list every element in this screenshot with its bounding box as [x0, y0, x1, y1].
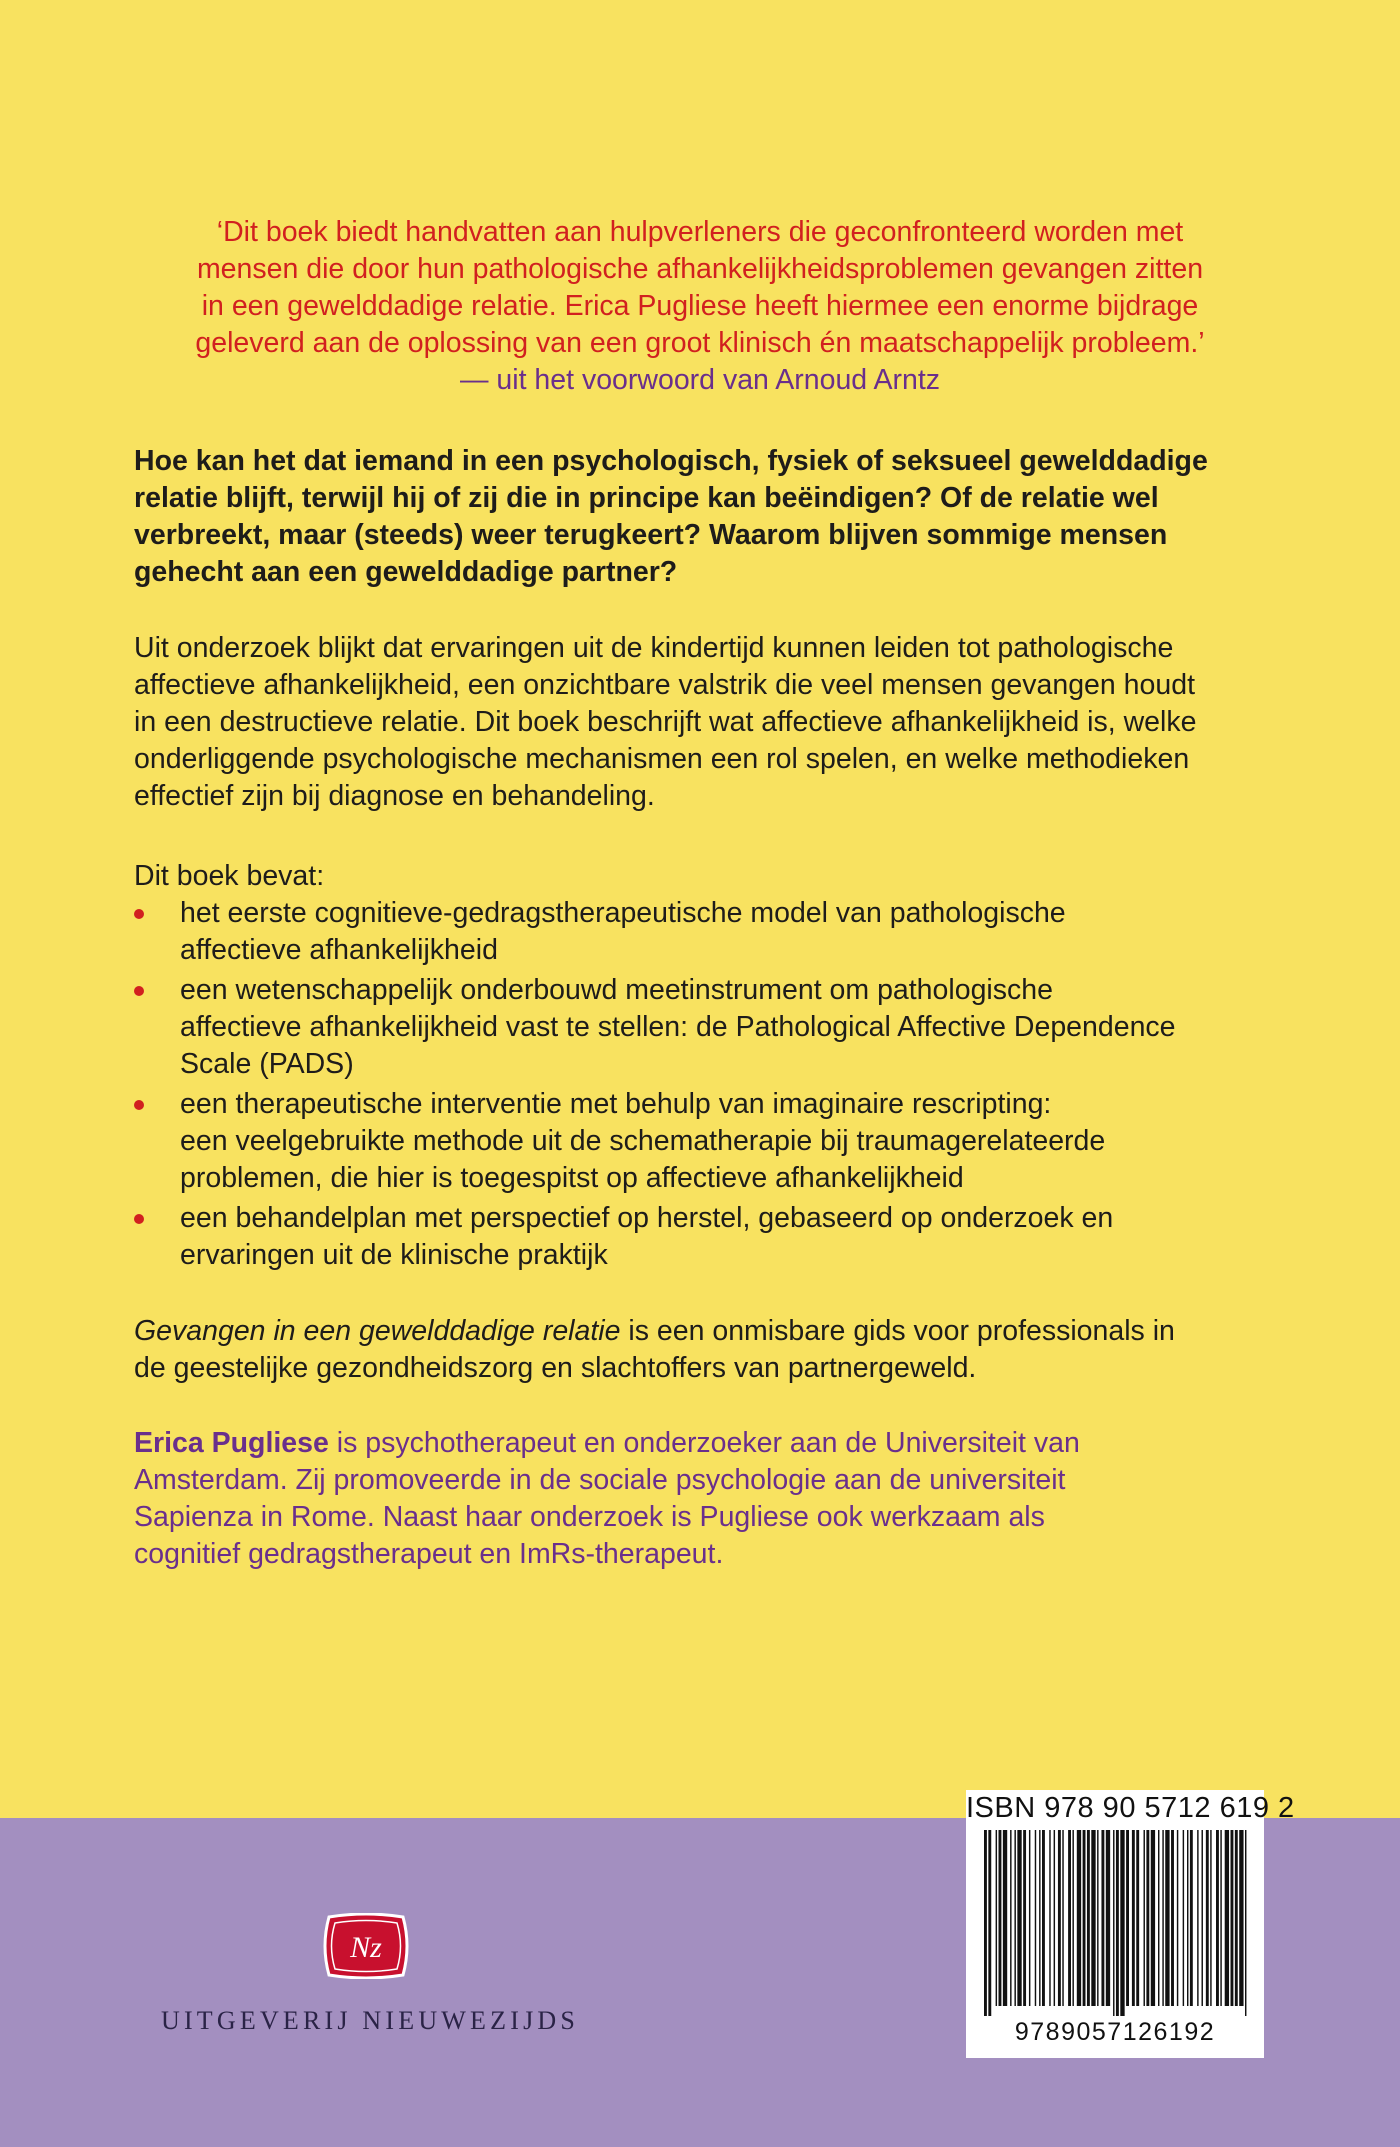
barcode-bar	[1144, 1830, 1145, 2006]
barcode-bar	[1087, 1830, 1090, 2006]
list-item	[134, 1200, 1294, 1274]
quote-line: geleverd aan de oplossing van een groot klinisch én maatschappelijk probleem.’	[195, 327, 1205, 359]
list-item	[134, 1086, 1294, 1197]
list-item-line: affectieve afhankelijkheid	[180, 934, 498, 966]
book-title: Gevangen in een gewelddadige relatie	[134, 1315, 621, 1347]
lead-line: relatie blijft, terwijl hij of zij die in principe kan beëindigen? Of de relatie wel	[134, 482, 1159, 514]
barcode-bar	[1077, 1830, 1081, 2006]
list-item-line: ervaringen uit de klinische praktijk	[180, 1239, 608, 1271]
bio-text: is psychotherapeut en onderzoeker aan de Universiteit van	[328, 1427, 1080, 1459]
barcode-bar	[1171, 1830, 1174, 2006]
closing-text: is een onmisbare gids voor professionals in	[620, 1315, 1175, 1347]
contents-list	[134, 895, 1294, 1277]
barcode-bar	[1158, 1830, 1159, 2006]
bullet-dot-icon	[134, 1100, 144, 1110]
body-line: effectief zijn bij diagnose en behandeling.	[134, 780, 655, 812]
list-item	[134, 972, 1294, 1083]
barcode-bar	[1162, 1830, 1163, 2006]
barcode-bar	[1091, 1830, 1095, 2006]
barcode-bar	[1068, 1830, 1071, 2006]
barcode-bar	[1183, 1830, 1184, 2006]
list-item-line: het eerste cognitieve-gedragstherapeutische model van pathologische	[180, 897, 1066, 929]
bio-line: cognitief gedragstherapeut en ImRs-therapeut.	[134, 1538, 724, 1570]
barcode-bar	[996, 1830, 997, 2006]
isbn-barcode-panel	[966, 1790, 1295, 2058]
closing-paragraph	[134, 1313, 1294, 1387]
barcode-bar	[1220, 1830, 1221, 2006]
publisher-logo-icon	[319, 1913, 413, 1979]
quote-line: in een gewelddadige relatie. Erica Pugliese heeft hiermee een enorme bijdrage	[201, 290, 1199, 322]
quote-attribution: — uit het voorwoord van Arnoud Arntz	[459, 364, 941, 396]
barcode-bar	[1225, 1830, 1229, 2006]
barcode-bar	[1116, 1830, 1119, 2016]
bio-line: Amsterdam. Zij promoveerde in de sociale psychologie aan de universiteit	[134, 1464, 1066, 1496]
closing-line: de geestelijke gezondheidszorg en slachtoffers van partnergeweld.	[134, 1352, 977, 1384]
isbn-digits: 9789057126192	[1014, 2018, 1216, 2046]
endorsement-quote	[120, 214, 1280, 399]
list-item-line: een veelgebruikte methode uit de schematherapie bij traumagerelateerde	[180, 1125, 1106, 1157]
barcode-bar	[1202, 1830, 1203, 2006]
body-line: affectieve afhankelijkheid, een onzichtbare valstrik die veel mensen gevangen houdt	[134, 669, 1195, 701]
author-bio	[134, 1425, 1294, 1573]
barcode-bar	[1197, 1830, 1198, 2006]
lead-line: verbreekt, maar (steeds) weer terugkeert? Waarom blijven sommige mensen	[134, 519, 1168, 551]
quote-line: mensen die door hun pathologische afhankelijkheidsproblemen gevangen zitten	[196, 253, 1204, 285]
quote-line: ‘Dit boek biedt handvatten aan hulpverleners die geconfronteerd worden met	[216, 216, 1184, 248]
barcode-bar	[1136, 1830, 1139, 2006]
barcode-bar	[1003, 1830, 1007, 2006]
barcode-bar	[1058, 1830, 1061, 2006]
list-item-line: Scale (PADS)	[180, 1048, 354, 1080]
isbn-label: ISBN 978 90 5712 619 2	[966, 1792, 1295, 1824]
barcode-bar	[1101, 1830, 1104, 2006]
list-item-line: problemen, die hier is toegespitst op affectieve afhankelijkheid	[180, 1162, 964, 1194]
barcode-bar	[1151, 1830, 1155, 2006]
barcode-bar	[1054, 1830, 1055, 2006]
barcode-bar	[1106, 1830, 1110, 2006]
lead-line: gehecht aan een gewelddadige partner?	[134, 556, 678, 588]
barcode-bar	[1235, 1830, 1238, 2006]
barcode-bar	[1017, 1830, 1021, 2006]
body-line: onderliggende psychologische mechanismen een rol spelen, en welke methodieken	[134, 743, 1190, 775]
barcode-bar	[1190, 1830, 1193, 2006]
body-line: in een destructieve relatie. Dit boek beschrijft wat affectieve afhankelijkheid is, welke	[134, 706, 1197, 738]
lead-paragraph	[134, 443, 1294, 591]
barcode-bar	[1042, 1830, 1045, 2006]
bullet-dot-icon	[134, 909, 144, 919]
barcode-bar	[1049, 1830, 1050, 2006]
barcode-bar	[1097, 1830, 1098, 2006]
logo-letters: Nz	[350, 1931, 382, 1964]
list-item-line: een behandelplan met perspectief op herstel, gebaseerd op onderzoek en	[180, 1202, 1114, 1234]
list-item-line: een therapeutische interventie met behulp van imaginaire rescripting:	[180, 1088, 1052, 1120]
barcode-bar	[1187, 1830, 1188, 2006]
barcode-bar	[1014, 1830, 1015, 2006]
barcode-bar	[1146, 1830, 1149, 2006]
bio-line: Sapienza in Rome. Naast haar onderzoek is Pugliese ook werkzaam als	[134, 1501, 1045, 1533]
barcode-bar	[1023, 1830, 1026, 2006]
bullet-dot-icon	[134, 1214, 144, 1224]
barcode-bar	[1239, 1830, 1243, 2006]
barcode-bar	[1120, 1830, 1124, 2016]
barcode-bar	[1206, 1830, 1209, 2006]
contents-intro: Dit boek bevat:	[134, 860, 325, 892]
barcode-icon	[982, 1830, 1250, 2016]
barcode-bar	[1062, 1830, 1063, 2006]
body-paragraph	[134, 630, 1294, 815]
bullet-dot-icon	[134, 986, 144, 996]
barcode-bar	[1177, 1830, 1178, 2006]
barcode-bar	[984, 1830, 987, 2016]
list-item-line: een wetenschappelijk onderbouwd meetinstrument om pathologische	[180, 974, 1053, 1006]
barcode-bar	[999, 1830, 1002, 2006]
barcode-bar	[1039, 1830, 1040, 2006]
barcode-bar	[1165, 1830, 1169, 2006]
barcode-bar	[1010, 1830, 1011, 2006]
lead-line: Hoe kan het dat iemand in een psychologisch, fysiek of seksueel gewelddadige	[134, 445, 1208, 477]
barcode-bar	[1216, 1830, 1219, 2006]
barcode-bar	[1210, 1830, 1211, 2006]
barcode-bar	[1072, 1830, 1073, 2006]
barcode-bar	[1245, 1830, 1246, 2016]
author-name: Erica Pugliese	[134, 1427, 329, 1459]
barcode-bar	[1029, 1830, 1030, 2006]
barcode-bar	[988, 1830, 991, 2016]
barcode-bar	[1113, 1830, 1114, 2016]
barcode-bar	[1083, 1830, 1086, 2006]
list-item	[134, 895, 1294, 969]
body-line: Uit onderzoek blijkt dat ervaringen uit de kindertijd kunnen leiden tot pathologische	[134, 632, 1174, 664]
bio-line	[134, 1425, 1294, 1462]
list-item-line: affectieve afhankelijkheid vast te stellen: de Pathological Affective Dependence	[180, 1011, 1176, 1043]
barcode-bar	[1231, 1830, 1234, 2006]
publisher-name: UITGEVERIJ NIEUWEZIJDS	[160, 2006, 580, 2035]
barcode-bar	[1126, 1830, 1129, 2006]
barcode-bar	[1035, 1830, 1036, 2006]
closing-line	[134, 1313, 1294, 1350]
barcode-bar	[1132, 1830, 1135, 2006]
